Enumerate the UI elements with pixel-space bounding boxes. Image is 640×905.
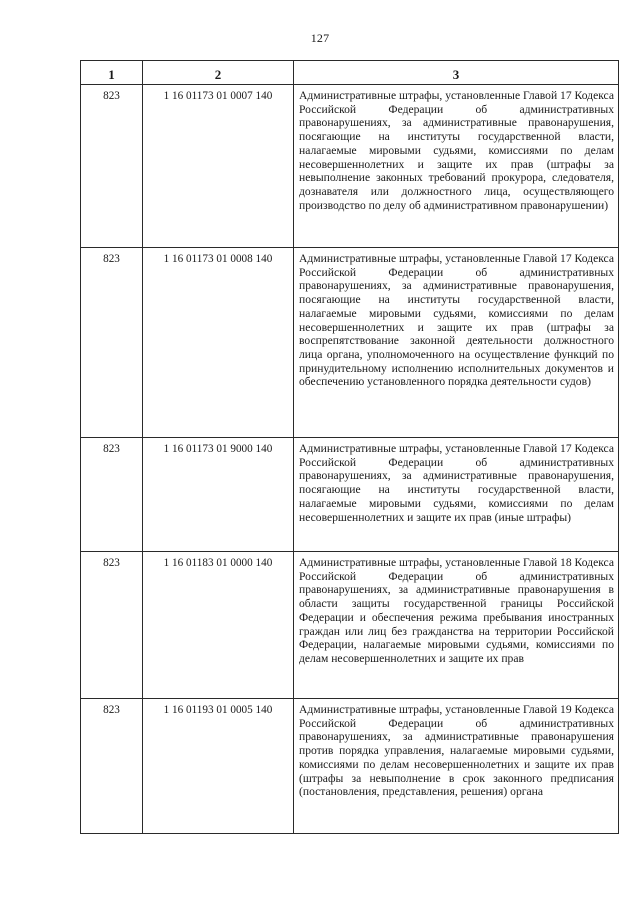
table-row — [81, 699, 619, 834]
administrator-code-cell: 823 — [81, 438, 143, 552]
description-cell — [294, 699, 619, 834]
description-text: Административные штрафы, установленные Главой 19 Кодекса Российской Федерации об административных правонарушениях, за административные правонарушения против порядка управления, налагаемые мировыми судьями, комиссиями по делам несовершеннолетних и защите их прав (штрафы за невыполнение в срок законного предписания (постановления, представления, решения) органа — [299, 703, 614, 799]
description-text: Административные штрафы, установленные Главой 18 Кодекса Российской Федерации об административных правонарушениях, за административные правонарушения в области защиты государственной границы Российской Федерации и обеспечения режима пребывания иностранных граждан или лиц без гражданства на территории Российской Федерации, налагаемые мировыми судьями, комиссиями по делам несовершеннолетних и защите их прав — [299, 556, 614, 665]
administrator-code-cell: 823 — [81, 552, 143, 699]
description-text: Административные штрафы, установленные Главой 17 Кодекса Российской Федерации об административных правонарушениях, за административные правонарушения, посягающие на институты государственной власти, налагаемые мировыми судьями, комиссиями по делам несовершеннолетних и защите их прав (иные штрафы) — [299, 442, 614, 524]
table-row — [81, 552, 619, 699]
table-row — [81, 438, 619, 552]
description-text: Административные штрафы, установленные Главой 17 Кодекса Российской Федерации об административных правонарушениях, за административные правонарушения, посягающие на институты государственной власти, налагаемые мировыми судьями, комиссиями по делам несовершеннолетних и защите их прав (штрафы за воспрепятствование законной деятельности должностного лица органа, уполномоченного на осуществление функций по принудительному исполнению исполнительных документов и обеспечению установленного порядка деятельности судов) — [299, 252, 614, 389]
budget-code-cell: 1 16 01173 01 9000 140 — [143, 438, 294, 552]
table-header-row — [81, 61, 619, 85]
column-header-2: 2 — [143, 61, 294, 85]
description-cell — [294, 552, 619, 699]
column-header-3: 3 — [294, 61, 619, 85]
administrator-code-cell: 823 — [81, 248, 143, 438]
administrator-code-cell: 823 — [81, 85, 143, 248]
column-header-1: 1 — [81, 61, 143, 85]
budget-classification-table — [80, 60, 619, 834]
table-row — [81, 85, 619, 248]
description-cell — [294, 85, 619, 248]
budget-code-cell: 1 16 01183 01 0000 140 — [143, 552, 294, 699]
page-number: 127 — [310, 31, 330, 45]
description-cell — [294, 438, 619, 552]
budget-code-cell: 1 16 01193 01 0005 140 — [143, 699, 294, 834]
description-cell — [294, 248, 619, 438]
description-text: Административные штрафы, установленные Главой 17 Кодекса Российской Федерации об административных правонарушениях, за административные правонарушения, посягающие на институты государственной власти, налагаемые мировыми судьями, комиссиями по делам несовершеннолетних и защите их прав (штрафы за невыполнение законных требований прокурора, следователя, дознавателя или должностного лица, осуществляющего производство по делу об административном правонарушении) — [299, 89, 614, 212]
budget-code-cell: 1 16 01173 01 0007 140 — [143, 85, 294, 248]
administrator-code-cell: 823 — [81, 699, 143, 834]
table-row — [81, 248, 619, 438]
budget-code-cell: 1 16 01173 01 0008 140 — [143, 248, 294, 438]
